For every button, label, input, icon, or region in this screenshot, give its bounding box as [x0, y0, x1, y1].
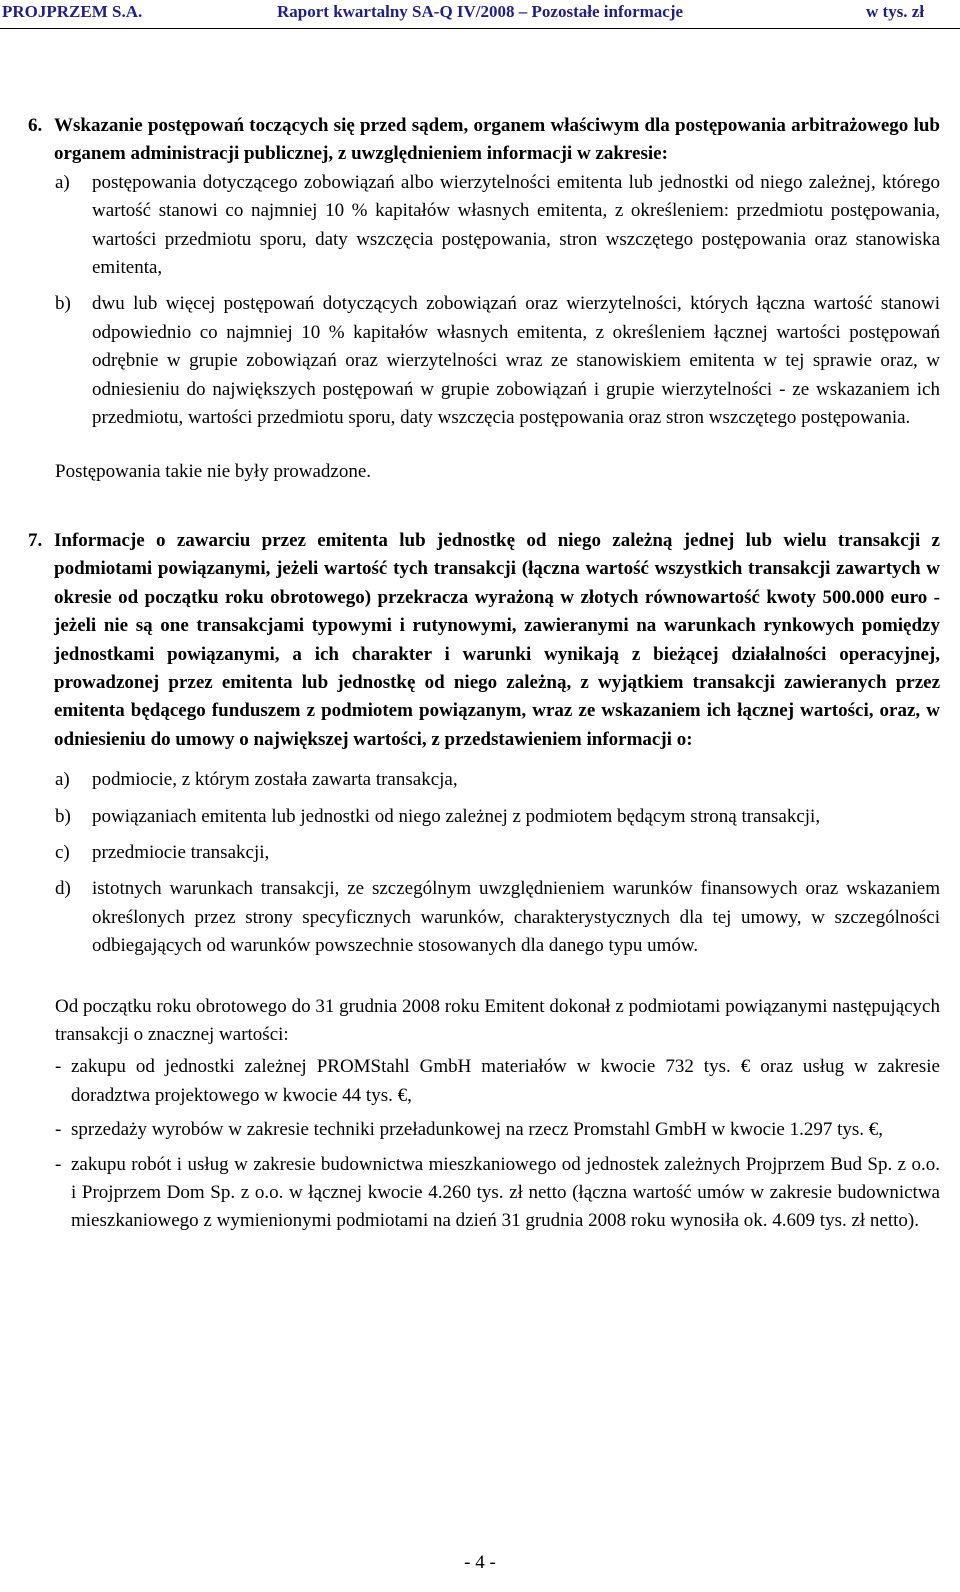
list-item-letter: b) [55, 293, 71, 315]
section-6-title: Wskazanie postępowań toczących się przed sądem, organem właściwym dla postępowania arbitrażowego lub organem administracji publicznej, z uwzględnieniem informacji w zakresie: [54, 115, 940, 165]
list-item-letter: a) [55, 171, 70, 193]
transaction-item [55, 1151, 940, 1236]
transaction-text: zakupu od jednostki zależnej PROMStahl GmbH materiałów w kwocie 732 tys. € oraz usług w zakresie doradztwa projektowego w kwocie 44 tys. €, [71, 1056, 940, 1106]
transaction-dash: - [55, 1056, 62, 1078]
list-item-letter: a) [55, 769, 70, 791]
list-item [55, 290, 940, 432]
section-7-title: Informacje o zawarciu przez emitenta lub jednostkę od niego zależną jednej lub wielu transakcji z podmiotami powiązanymi, jeżeli wartość tych transakcji (łączna wartość wszystkich transakcji zawartych w okresie od początku roku obrotowego) przekracza wyrażoną w złotych równowartość kwoty 500.000 euro - jeżeli nie są one transakcjami typowymi i rutynowymi, zawieranymi na warunkach rynkowych pomiędzy jednostkami powiązanymi, a ich charakter i warunki wynikają z bieżącej działalności operacyjnej, prowadzonej przez emitenta lub jednostkę od niego zależną, z wyjątkiem transakcji zawieranych przez emitenta będącego funduszem z podmiotem powiązanym, wraz ze wskazaniem ich łącznej wartości, oraz, w odniesieniu do umowy o największej wartości, z przedstawieniem informacji o: [54, 529, 940, 750]
list-item [55, 875, 940, 960]
section-6-number: 6. [28, 115, 43, 136]
transactions-list [55, 1053, 940, 1235]
list-item [55, 766, 940, 794]
list-item-letter: c) [55, 841, 70, 863]
list-item-letter: b) [55, 805, 71, 827]
section-7-heading [28, 527, 940, 754]
transaction-dash: - [55, 1153, 62, 1175]
header-report-title: Raport kwartalny SA-Q IV/2008 – Pozostałe informacje [277, 2, 684, 21]
section-7-number: 7. [28, 529, 43, 551]
list-item-text: istotnych warunkach transakcji, ze szczególnym uwzględnieniem warunków finansowych oraz wskazaniem określonych przez strony specyficznych warunków, charakterystycznych dla tej umowy, w szczególności odbiegających od warunków powszechnie stosowanych dla danego typu umów. [92, 878, 940, 957]
section-7-list [55, 766, 940, 960]
list-item [55, 803, 940, 831]
transaction-text: sprzedaży wyrobów w zakresie techniki przeładunkowej na rzecz Promstahl GmbH w kwocie 1.297 tys. €, [71, 1119, 883, 1141]
list-item-text: powiązaniach emitenta lub jednostki od niego zależnej z podmiotem będącym stroną transakcji, [92, 805, 821, 827]
transaction-item [55, 1116, 940, 1144]
list-item [55, 169, 940, 283]
list-item-text: postępowania dotyczącego zobowiązań albo wierzytelności emitenta lub jednostki od niego zależnej, którego wartość stanowi co najmniej 10 % kapitałów własnych emitenta, z określeniem: przedmiotu postępowania, wartości przedmiotu sporu, daty wszczęcia postępowania, stron wszczętego postępowania oraz stanowiska emitenta, [92, 171, 940, 279]
transaction-item [55, 1053, 940, 1110]
section-6-answer: Postępowania takie nie były prowadzone. [55, 461, 372, 483]
transaction-text: zakupu robót i usług w zakresie budownictwa mieszkaniowego od jednostek zależnych Projprzem Bud Sp. z o.o. i Projprzem Dom Sp. z o.o. w łącznej kwocie 4.260 tys. zł netto (łączna wartość umów w zakresie budownictwa mieszkaniowego z wymienionymi podmiotami na dzień 31 grudnia 2008 roku wynosiła ok. 4.609 tys. zł netto). [71, 1153, 940, 1232]
list-item [55, 839, 940, 867]
page-number: - 4 - [464, 1552, 496, 1573]
section-6-list [55, 169, 940, 433]
page-header [0, 0, 960, 29]
header-unit: w tys. zł [866, 2, 925, 21]
transaction-dash: - [55, 1119, 62, 1141]
list-item-text: podmiocie, z którym została zawarta transakcja, [92, 769, 458, 791]
list-item-text: dwu lub więcej postępowań dotyczących zobowiązań oraz wierzytelności, których łączna wartość stanowi odpowiednio co najmniej 10 % kapitałów własnych emitenta, z określeniem łącznej wartości postępowań odrębnie w grupie zobowiązań oraz wierzytelności wraz ze stanowiskiem emitenta w tej sprawie oraz, w odniesieniu do największych postępowań w grupie zobowiązań i grupie wierzytelności - ze wskazaniem ich przedmiotu, wartości przedmiotu sporu, daty wszczęcia postępowania oraz stron wszczętego postępowania. [92, 293, 940, 429]
section-7-intro: Od początku roku obrotowego do 31 grudnia 2008 roku Emitent dokonał z podmiotami powiązanymi następujących transakcji o znacznej wartości: [55, 995, 940, 1045]
document-body [28, 112, 940, 1236]
list-item-text: przedmiocie transakcji, [92, 841, 270, 863]
list-item-letter: d) [55, 878, 71, 900]
header-company: PROJPRZEM S.A. [2, 2, 143, 21]
section-6-heading [28, 112, 940, 169]
